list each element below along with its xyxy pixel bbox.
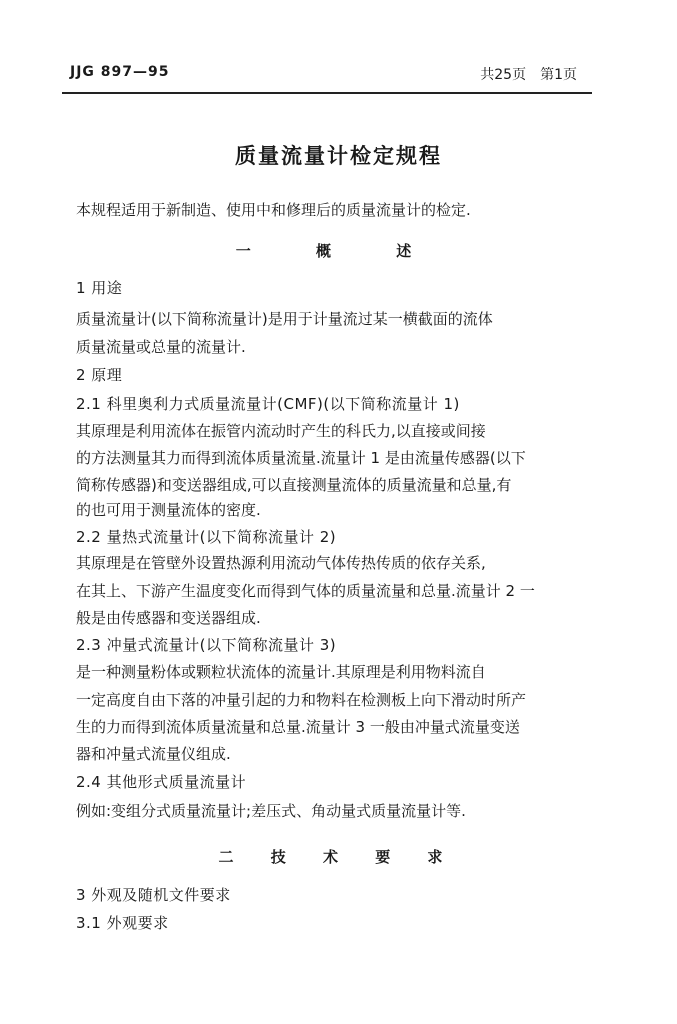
- section-heading-overview: 一 概 述: [235, 242, 442, 260]
- clause-3-1-heading: 3.1 外观要求: [76, 914, 169, 932]
- clause-2-4-line: 例如:变组分式质量流量计;差压式、角动量式质量流量计等.: [76, 802, 466, 820]
- section-heading-technical: 二 技 术 要 求: [218, 848, 459, 866]
- clause-1-line: 质量流量计(以下简称流量计)是用于计量流过某一横截面的流体: [76, 310, 493, 328]
- standard-code: JJG 897—95: [70, 64, 170, 80]
- document-title: 质量流量计检定规程: [235, 144, 442, 168]
- clause-2-2-heading: 2.2 量热式流量计(以下简称流量计 2): [76, 528, 337, 546]
- clause-2-3-line: 生的力而得到流体质量流量和总量.流量计 3 一般由冲量式流量变送: [76, 718, 520, 736]
- clause-2-1-line: 的也可用于测量流体的密度.: [76, 501, 261, 519]
- header-rule: [62, 92, 592, 94]
- clause-2-3-heading: 2.3 冲量式流量计(以下简称流量计 3): [76, 636, 337, 654]
- clause-2-heading: 2 原理: [76, 366, 123, 384]
- page-info: [480, 64, 577, 84]
- clause-1-line: 质量流量或总量的流量计.: [76, 338, 246, 356]
- clause-2-1-heading: 2.1 科里奥利力式质量流量计(CMF)(以下简称流量计 1): [76, 395, 460, 413]
- clause-2-3-line: 一定高度自由下落的冲量引起的力和物料在检测板上向下滑动时所产: [76, 691, 527, 709]
- clause-2-1-line: 的方法测量其力而得到流体质量流量.流量计 1 是由流量传感器(以下: [76, 449, 526, 467]
- clause-2-3-line: 器和冲量式流量仪组成.: [76, 745, 231, 763]
- clause-2-1-line: 简称传感器)和变送器组成,可以直接测量流体的质量流量和总量,有: [76, 476, 512, 494]
- clause-2-3-line: 是一种测量粉体或颗粒状流体的流量计.其原理是利用物料流自: [76, 663, 486, 681]
- page-number: 第1页: [540, 67, 577, 83]
- intro-paragraph: 本规程适用于新制造、使用中和修理后的质量流量计的检定.: [76, 201, 471, 219]
- clause-2-2-line: 在其上、下游产生温度变化而得到气体的质量流量和总量.流量计 2 一: [76, 582, 535, 600]
- total-pages: 共25页: [480, 67, 527, 83]
- clause-1-heading: 1 用途: [76, 279, 123, 297]
- clause-2-2-line: 般是由传感器和变送器组成.: [76, 609, 261, 627]
- clause-3-heading: 3 外观及随机文件要求: [76, 886, 231, 904]
- clause-2-4-heading: 2.4 其他形式质量流量计: [76, 773, 247, 791]
- clause-2-1-line: 其原理是利用流体在振管内流动时产生的科氏力,以直接或间接: [76, 422, 486, 440]
- clause-2-2-line: 其原理是在管壁外设置热源利用流动气体传热传质的依存关系,: [76, 554, 486, 572]
